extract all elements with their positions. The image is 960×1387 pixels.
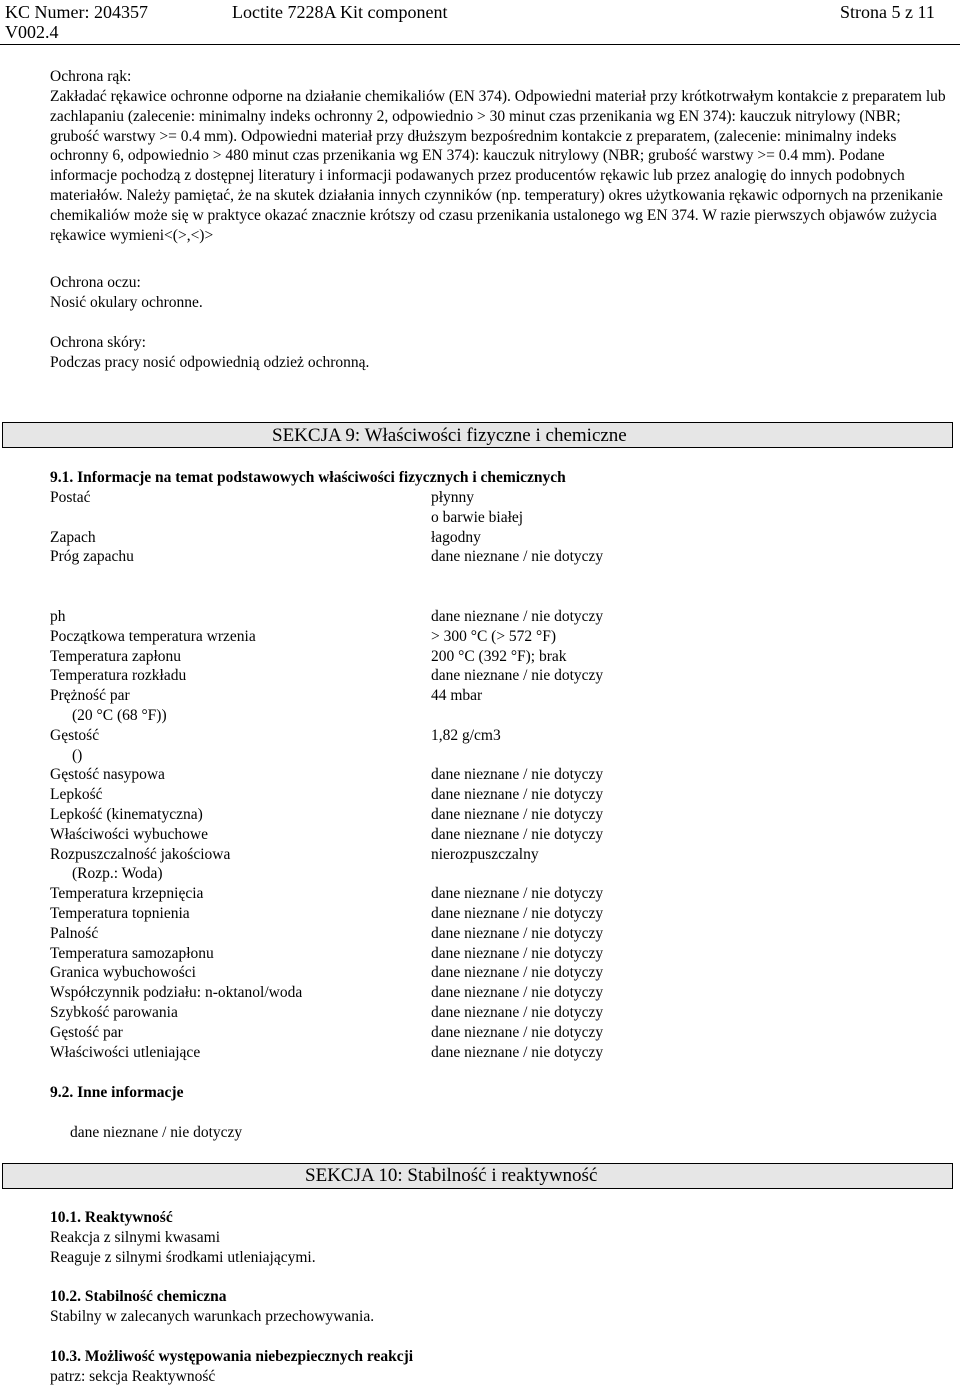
subsection-10-1-line1: Reakcja z silnymi kwasami	[50, 1229, 221, 1246]
property-name: (Rozp.: Woda)	[72, 865, 163, 883]
skin-protection-title: Ochrona skóry:	[50, 334, 146, 351]
property-value: dane nieznane / nie dotyczy	[431, 1043, 604, 1061]
property-row	[50, 1023, 930, 1043]
property-name: Lepkość	[50, 786, 103, 804]
property-row	[50, 1043, 930, 1063]
property-value: dane nieznane / nie dotyczy	[431, 964, 604, 982]
property-value: 200 °C (392 °F); brak	[431, 647, 567, 665]
property-row	[50, 944, 930, 964]
property-value: dane nieznane / nie dotyczy	[431, 608, 604, 625]
property-name: Gęstość par	[50, 1023, 123, 1041]
subsection-10-1-line2: Reaguje z silnymi środkami utleniającymi.	[50, 1249, 316, 1266]
hand-protection-title: Ochrona rąk:	[50, 68, 132, 85]
property-value: nierozpuszczalny	[431, 845, 539, 863]
page-number: Strona 5 z 11	[840, 2, 935, 22]
property-name: ()	[72, 746, 83, 764]
property-name: Granica wybuchowości	[50, 964, 196, 982]
property-name: Temperatura rozkładu	[50, 667, 187, 685]
property-row	[50, 825, 930, 845]
subsection-10-2-text: Stabilny w zalecanych warunkach przechowywania.	[50, 1308, 375, 1325]
subsection-9-2-text: dane nieznane / nie dotyczy	[70, 1124, 243, 1141]
property-name: Współczynnik podziału: n-oktanol/woda	[50, 984, 303, 1002]
property-name: Początkowa temperatura wrzenia	[50, 627, 256, 645]
property-row	[50, 963, 930, 983]
property-name: Zapach	[50, 528, 96, 546]
property-name: Temperatura krzepnięcia	[50, 885, 204, 903]
subsection-10-3-text: patrz: sekcja Reaktywność	[50, 1368, 216, 1385]
property-name: Postać	[50, 489, 91, 506]
subsection-10-1-title: 10.1. Reaktywność	[50, 1209, 173, 1226]
property-value: dane nieznane / nie dotyczy	[431, 924, 604, 942]
property-row	[50, 726, 930, 746]
property-value: dane nieznane / nie dotyczy	[431, 885, 604, 903]
property-row	[50, 627, 930, 647]
property-row	[50, 488, 930, 508]
property-value: łagodny	[431, 528, 481, 546]
property-row	[50, 746, 930, 766]
property-row	[50, 686, 930, 706]
property-row	[50, 666, 930, 686]
property-row	[50, 983, 930, 1003]
subsection-10-2-title: 10.2. Stabilność chemiczna	[50, 1288, 227, 1305]
property-name: Właściwości utleniające	[50, 1043, 201, 1061]
property-value: dane nieznane / nie dotyczy	[431, 944, 604, 962]
property-row	[50, 785, 930, 805]
version: V002.4	[5, 22, 59, 42]
property-name: Rozpuszczalność jakościowa	[50, 845, 231, 863]
subsection-9-1-title: 9.1. Informacje na temat podstawowych właściwości fizycznych i chemicznych	[50, 469, 566, 486]
property-row	[50, 805, 930, 825]
property-value: dane nieznane / nie dotyczy	[431, 766, 604, 784]
hand-protection-text: Zakładać rękawice ochronne odporne na działanie chemikaliów (EN 374). Odpowiedni materiał przy krótkotrwałym kontakcie z preparatem lub zachlapaniu (zalecenie: minimalny indeks ochronny 2, odpowiednio > 30 minut czas przenikania wg EN 374): kauczuk nitrylowy (NBR; grubość warstwy >= 0.4 mm). Odpowiedni materiał przy dłuższym bezpośrednim kontakcie z preparatem, (zalecenie: minimalny indeks ochronny 6, odpowiednio > 480 minut czas przenikania wg EN 374): kauczuk nitrylowy (NBR; grubość warstwy >= 0.4 mm). Podane informacje pochodzą z dostępnej literatury i informacji podawanych przez producentów rękawic lub przez analogię do innych podobnych materiałów. Należy pamiętać, że na skutek działania innych czynników (np. temperatury) okres użytkowania rękawic odpornych na przenikanie chemikaliów może się w praktyce okazać znacznie krótszy od czasu przenikania ustalonego wg EN 374. W razie pierwszych objawów zużycia rękawice wymieni<(>,<)>	[50, 88, 946, 244]
kc-number: KC Numer: 204357	[5, 2, 148, 22]
property-name: Lepkość (kinematyczna)	[50, 806, 203, 823]
property-row	[50, 845, 930, 865]
property-row	[50, 884, 930, 904]
property-value: 1,82 g/cm3	[431, 726, 501, 744]
property-value: dane nieznane / nie dotyczy	[431, 1004, 604, 1021]
property-row	[50, 547, 930, 567]
property-row	[50, 706, 930, 726]
property-value: dane nieznane / nie dotyczy	[431, 825, 604, 843]
section10-title: SEKCJA 10: Stabilność i reaktywność	[305, 1165, 598, 1186]
property-row	[50, 904, 930, 924]
property-name: ph	[50, 608, 66, 625]
product-name: Loctite 7228A Kit component	[232, 2, 448, 22]
property-name: Temperatura zapłonu	[50, 647, 182, 665]
property-value: dane nieznane / nie dotyczy	[431, 905, 604, 922]
property-row	[50, 607, 930, 627]
property-name: (20 °C (68 °F))	[72, 707, 167, 724]
property-name: Prężność par	[50, 687, 130, 705]
property-row	[50, 647, 930, 667]
property-value: o barwie białej	[431, 508, 524, 526]
property-name: Gęstość nasypowa	[50, 766, 165, 784]
property-value: dane nieznane / nie dotyczy	[431, 806, 604, 823]
property-name: Temperatura topnienia	[50, 905, 190, 922]
property-value: dane nieznane / nie dotyczy	[431, 667, 604, 685]
skin-protection-text: Podczas pracy nosić odpowiednią odzież ochronną.	[50, 354, 370, 371]
page-header	[0, 0, 960, 45]
property-name: Szybkość parowania	[50, 1004, 178, 1021]
property-name: Palność	[50, 924, 99, 942]
eye-protection-text: Nosić okulary ochronne.	[50, 294, 203, 311]
property-row	[50, 765, 930, 785]
property-value: > 300 °C (> 572 °F)	[431, 627, 557, 645]
property-value: płynny	[431, 489, 475, 506]
property-value: dane nieznane / nie dotyczy	[431, 548, 604, 566]
property-name: Gęstość	[50, 726, 100, 744]
property-value: 44 mbar	[431, 687, 483, 705]
property-name: Temperatura samozapłonu	[50, 944, 214, 962]
property-row	[50, 924, 930, 944]
property-row	[50, 1003, 930, 1023]
eye-protection-title: Ochrona oczu:	[50, 274, 141, 291]
subsection-9-2-title: 9.2. Inne informacje	[50, 1084, 184, 1101]
property-name: Właściwości wybuchowe	[50, 825, 208, 843]
property-value: dane nieznane / nie dotyczy	[431, 786, 604, 804]
property-value: dane nieznane / nie dotyczy	[431, 1023, 604, 1041]
property-row	[50, 864, 930, 884]
subsection-10-3-title: 10.3. Możliwość występowania niebezpiecznych reakcji	[50, 1348, 414, 1365]
property-value: dane nieznane / nie dotyczy	[431, 984, 604, 1002]
property-row	[50, 528, 930, 548]
property-name: Próg zapachu	[50, 548, 134, 566]
property-row	[50, 508, 930, 528]
section9-title: SEKCJA 9: Właściwości fizyczne i chemiczne	[272, 425, 627, 446]
